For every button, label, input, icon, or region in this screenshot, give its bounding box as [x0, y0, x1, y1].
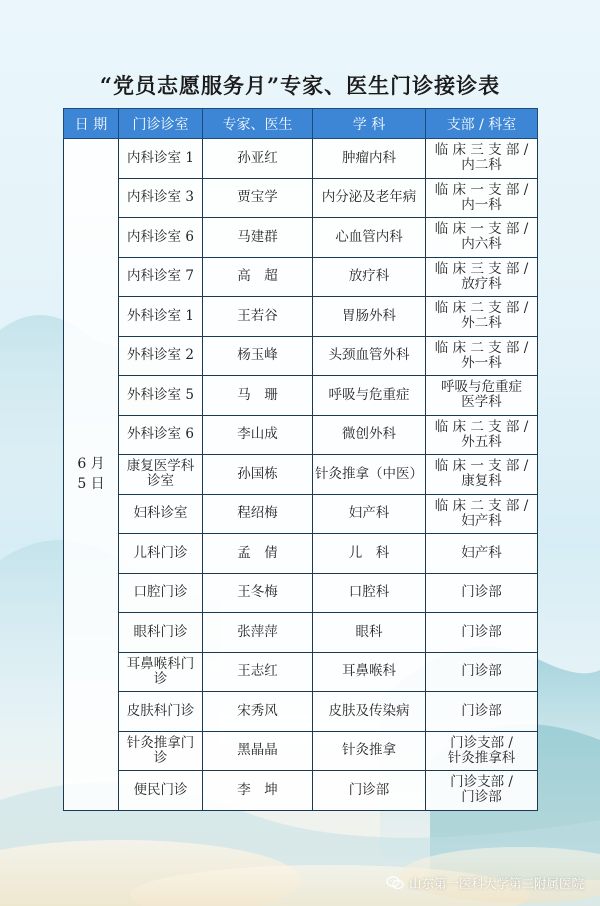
dept-line-2: 针灸推拿科: [447, 749, 516, 766]
cell-room: 内科诊室 6: [119, 218, 203, 258]
dept-line-1: 妇产科: [461, 544, 502, 561]
cell-dept: [426, 178, 538, 218]
cell-dept: [426, 494, 538, 534]
header-room: 门诊诊室: [119, 109, 203, 139]
cell-dept: [426, 336, 538, 376]
cell-doctor: 程绍梅: [203, 494, 313, 534]
dept-line-1: 门诊支部 /: [450, 734, 513, 751]
cell-subject: 口腔科: [313, 573, 426, 613]
dept-line-2: 内二科: [461, 157, 502, 174]
table-row: [64, 613, 538, 653]
dept-line-2: 放疗科: [461, 275, 502, 292]
cell-room: 眼科门诊: [119, 613, 203, 653]
cell-subject: 呼吸与危重症: [313, 376, 426, 416]
table-row: [64, 415, 538, 455]
dept-line-1: 门诊部: [461, 702, 502, 719]
date-month: 6 月: [77, 456, 105, 473]
dept-line-1: 临 床 二 支 部 /: [434, 339, 529, 356]
cell-room: 外科诊室 2: [119, 336, 203, 376]
cell-subject: 肿瘤内科: [313, 139, 426, 179]
cell-dept: [426, 534, 538, 574]
cell-room: 外科诊室 5: [119, 376, 203, 416]
table-row: [64, 139, 538, 179]
cell-doctor: 黑晶晶: [203, 731, 313, 771]
table-row: [64, 652, 538, 692]
dept-line-2: 外五科: [461, 433, 502, 450]
cell-subject: 儿 科: [313, 534, 426, 574]
table-row: [64, 178, 538, 218]
cell-doctor: 王冬梅: [203, 573, 313, 613]
cell-doctor: 孙国栋: [203, 455, 313, 495]
wechat-icon: [386, 876, 404, 890]
cell-room: 儿科门诊: [119, 534, 203, 574]
cell-subject: 头颈血管外科: [313, 336, 426, 376]
cell-subject: 妇产科: [313, 494, 426, 534]
table-row: [64, 257, 538, 297]
dept-line-2: 医学科: [461, 394, 502, 411]
dept-line-1: 呼吸与危重症: [441, 379, 522, 396]
table-row: [64, 692, 538, 732]
dept-line-2: 门诊部: [461, 789, 502, 806]
header-date: 日 期: [64, 109, 119, 139]
cell-subject: 内分泌及老年病: [313, 178, 426, 218]
table-row: [64, 218, 538, 258]
cell-doctor: 高 超: [203, 257, 313, 297]
dept-line-2: 妇产科: [461, 512, 502, 529]
cell-room: 便民门诊: [119, 771, 203, 811]
cell-room: 妇科诊室: [119, 494, 203, 534]
table-header-row: [64, 109, 538, 139]
cell-doctor: 李山成: [203, 415, 313, 455]
dept-line-2: 内六科: [461, 236, 502, 253]
cell-doctor: 贾宝学: [203, 178, 313, 218]
table-row: [64, 376, 538, 416]
cell-doctor: 李 坤: [203, 771, 313, 811]
cell-doctor: 孟 倩: [203, 534, 313, 574]
dept-line-1: 临 床 二 支 部 /: [434, 497, 529, 514]
table-row: [64, 494, 538, 534]
cell-room: 口腔门诊: [119, 573, 203, 613]
cell-dept: [426, 613, 538, 653]
table-row: [64, 573, 538, 613]
cell-subject: 门诊部: [313, 771, 426, 811]
table-row: [64, 771, 538, 811]
cell-doctor: 张萍萍: [203, 613, 313, 653]
schedule-table: [63, 108, 538, 811]
cell-subject: 眼科: [313, 613, 426, 653]
cell-dept: [426, 573, 538, 613]
dept-line-1: 门诊支部 /: [450, 774, 513, 791]
cell-subject: 心血管内科: [313, 218, 426, 258]
table-row: [64, 455, 538, 495]
cell-subject: 胃肠外科: [313, 297, 426, 337]
dept-line-1: 临 床 二 支 部 /: [434, 418, 529, 435]
cell-room: 内科诊室 1: [119, 139, 203, 179]
date-cell: [64, 139, 119, 811]
cell-dept: [426, 771, 538, 811]
header-dept: 支部 / 科室: [426, 109, 538, 139]
dept-line-1: 临 床 一 支 部 /: [434, 181, 529, 198]
cell-doctor: 宋秀风: [203, 692, 313, 732]
cell-dept: [426, 455, 538, 495]
cell-dept: [426, 257, 538, 297]
cell-dept: [426, 297, 538, 337]
cell-dept: [426, 218, 538, 258]
cell-dept: [426, 731, 538, 771]
dept-line-2: 外二科: [461, 315, 502, 332]
dept-line-2: 康复科: [461, 473, 502, 490]
cell-dept: [426, 139, 538, 179]
cell-room: 皮肤科门诊: [119, 692, 203, 732]
cell-room: 外科诊室 6: [119, 415, 203, 455]
dept-line-1: 门诊部: [461, 623, 502, 640]
cell-subject: 耳鼻喉科: [313, 652, 426, 692]
cell-subject: 皮肤及传染病: [313, 692, 426, 732]
dept-line-1: 临 床 三 支 部 /: [434, 260, 529, 277]
footer-text: 山东第一医科大学第三附属医院: [408, 876, 584, 891]
page-title: “党员志愿服务月”专家、医生门诊接诊表: [99, 73, 501, 98]
cell-dept: [426, 692, 538, 732]
header-subject: 学 科: [313, 109, 426, 139]
cell-subject: 微创外科: [313, 415, 426, 455]
cell-doctor: 孙亚红: [203, 139, 313, 179]
cell-room: 内科诊室 3: [119, 178, 203, 218]
cell-room: 康复医学科诊室: [119, 455, 203, 495]
cell-room: 内科诊室 7: [119, 257, 203, 297]
table-row: [64, 731, 538, 771]
table-row: [64, 336, 538, 376]
cell-dept: [426, 376, 538, 416]
cell-doctor: 杨玉峰: [203, 336, 313, 376]
dept-line-1: 门诊部: [461, 663, 502, 680]
cell-doctor: 马建群: [203, 218, 313, 258]
cell-dept: [426, 652, 538, 692]
dept-line-1: 临 床 一 支 部 /: [434, 221, 529, 238]
dept-line-2: 外一科: [461, 354, 502, 371]
footer-account: [386, 874, 584, 892]
table-row: [64, 534, 538, 574]
dept-line-1: 临 床 三 支 部 /: [434, 142, 529, 159]
cell-room: 耳鼻喉科门诊: [119, 652, 203, 692]
cell-room: 针灸推拿门诊: [119, 731, 203, 771]
date-day: 5 日: [77, 476, 105, 493]
cell-subject: 针灸推拿: [313, 731, 426, 771]
table-row: [64, 297, 538, 337]
dept-line-1: 门诊部: [461, 584, 502, 601]
cell-doctor: 王若谷: [203, 297, 313, 337]
header-doctor: 专家、医生: [203, 109, 313, 139]
dept-line-2: 内一科: [461, 196, 502, 213]
cell-subject: 放疗科: [313, 257, 426, 297]
cell-doctor: 王志红: [203, 652, 313, 692]
dept-line-1: 临 床 二 支 部 /: [434, 300, 529, 317]
dept-line-1: 临 床 一 支 部 /: [434, 458, 529, 475]
cell-room: 外科诊室 1: [119, 297, 203, 337]
cell-doctor: 马 珊: [203, 376, 313, 416]
cell-dept: [426, 415, 538, 455]
cell-subject: 针灸推拿（中医）: [313, 455, 426, 495]
